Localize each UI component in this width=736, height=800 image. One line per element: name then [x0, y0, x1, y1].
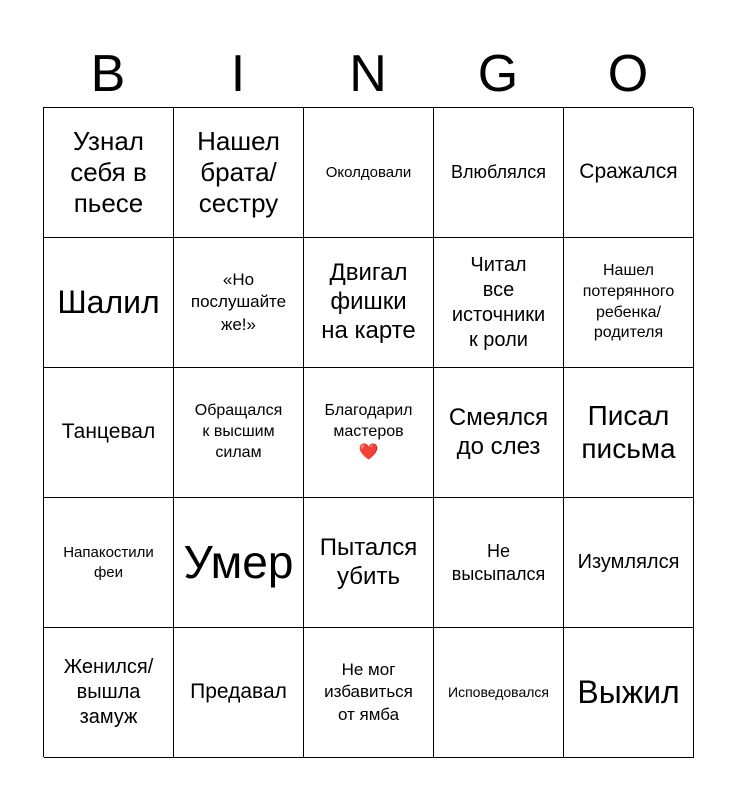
cell-text: Влюблялся: [450, 162, 546, 183]
header-letter-b: B: [90, 45, 126, 103]
cell-text: Напакостили феи: [63, 544, 154, 581]
cell-text: Околдовали: [325, 163, 412, 181]
bingo-cell-r5c4[interactable]: [434, 628, 564, 758]
cell-text: Не высыпался: [451, 541, 546, 584]
bingo-cell-r3c4[interactable]: [434, 368, 564, 498]
bingo-cell-r5c3[interactable]: [304, 628, 434, 758]
cell-text: Смеялся до слез: [448, 403, 549, 460]
cell-text: Танцевал: [61, 420, 156, 444]
bingo-cell-r1c5[interactable]: [564, 108, 694, 238]
bingo-cell-r5c1[interactable]: [44, 628, 174, 758]
bingo-cell-r1c3[interactable]: [304, 108, 434, 238]
bingo-cell-r2c5[interactable]: [564, 238, 694, 368]
cell-text: Не мог избавиться от ямба: [324, 660, 413, 724]
cell-text: «Но послушайте же!»: [190, 270, 287, 334]
cell-text: Умер: [183, 536, 294, 589]
bingo-cell-r5c5[interactable]: [564, 628, 694, 758]
bingo-cell-r1c1[interactable]: [44, 108, 174, 238]
bingo-cell-r5c2[interactable]: [174, 628, 304, 758]
cell-text: Обращался к высшим силам: [194, 402, 283, 461]
bingo-cell-r4c4[interactable]: [434, 498, 564, 628]
bingo-cell-r4c2[interactable]: [174, 498, 304, 628]
cell-text: Шалил: [57, 283, 160, 320]
cell-text: Изумлялся: [577, 551, 680, 573]
cell-text: Исповедовался: [448, 684, 549, 701]
cell-text: Нашел брата/ сестру: [197, 125, 280, 219]
bingo-cell-r1c4[interactable]: [434, 108, 564, 238]
bingo-cell-r3c3[interactable]: [304, 368, 434, 498]
bingo-cell-r3c5[interactable]: [564, 368, 694, 498]
cell-text: Женился/ вышла замуж: [63, 656, 154, 728]
cell-text: Предавал: [190, 680, 287, 704]
cell-text: Нашел потерянного ребенка/ родителя: [582, 261, 675, 342]
bingo-cell-r2c1[interactable]: [44, 238, 174, 368]
cell-text: Пытался убить: [319, 533, 418, 590]
bingo-header: [43, 40, 693, 108]
cell-text: Узнал себя в пьесе: [70, 125, 147, 219]
bingo-cell-r4c5[interactable]: [564, 498, 694, 628]
header-letter-i: I: [230, 45, 246, 103]
bingo-cell-r3c1[interactable]: [44, 368, 174, 498]
cell-text: Двигал фишки на карте: [321, 259, 416, 344]
bingo-cell-r2c2[interactable]: [174, 238, 304, 368]
cell-text: Выжил: [577, 673, 680, 710]
bingo-cell-r2c4[interactable]: [434, 238, 564, 368]
bingo-cell-r4c3[interactable]: [304, 498, 434, 628]
cell-text: Читал все источники к роли: [451, 253, 546, 351]
bingo-cell-r3c2[interactable]: [174, 368, 304, 498]
bingo-cell-r1c2[interactable]: [174, 108, 304, 238]
header-letter-n: N: [349, 45, 387, 103]
cell-text: Благодарил мастеров ❤️: [324, 402, 413, 461]
header-letter-g: G: [477, 45, 519, 103]
bingo-cell-r4c1[interactable]: [44, 498, 174, 628]
cell-text: Сражался: [579, 160, 678, 184]
header-letter-o: O: [607, 45, 649, 103]
cell-text: Писал письма: [581, 400, 676, 464]
bingo-cell-r2c3[interactable]: [304, 238, 434, 368]
bingo-grid: [43, 107, 693, 757]
